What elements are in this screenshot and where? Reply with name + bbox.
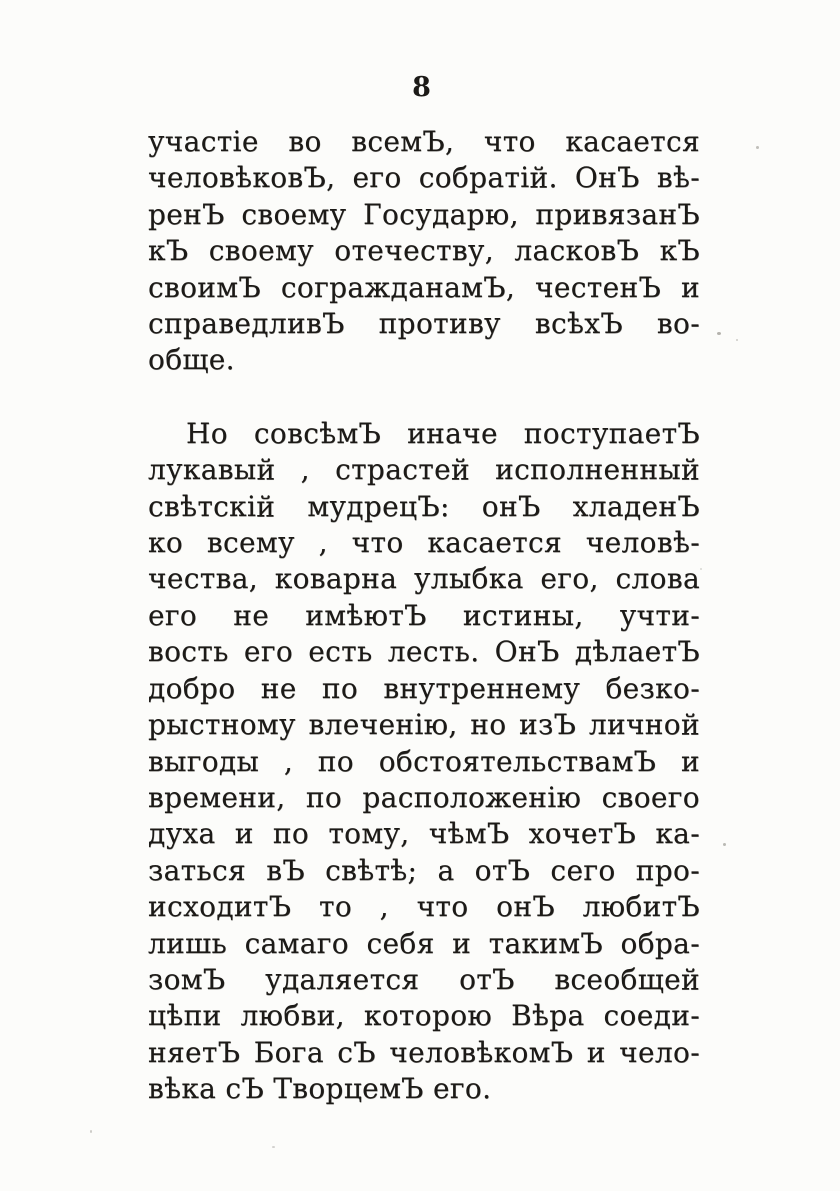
text-line: обще. [148,343,235,377]
text-block [148,124,700,1108]
text-line: заться вЪ свѣтѣ; а отЪ сего про- [148,853,700,887]
text-line: исходитЪ то , что онЪ любитЪ [148,890,700,924]
text-line: своимЪ согражданамЪ, честенЪ и [148,270,700,304]
text-line: цѣпи любви, которою Вѣра соеди- [148,999,700,1033]
text-line: участіе во всемЪ, что касается [148,125,700,158]
text-line: Но совсѣмЪ иначе поступаетЪ [186,416,700,450]
scan-speck [736,339,738,341]
text-line: ренЪ своему Государю, привязанЪ [148,197,700,231]
text-line: рыстному влеченію, но изЪ личной [148,708,700,742]
text-line: лишь самаго себя и такимЪ обра- [148,926,700,960]
text-line: выгоды , по обстоятельствамЪ и [148,744,700,778]
scan-speck [723,843,726,846]
paragraph-1 [148,124,700,379]
scan-speck [717,332,721,335]
text-line: его не имѣютЪ истины, учти- [148,598,700,632]
page-number: 8 [412,72,432,103]
text-line: добро не по внутреннему безко- [148,671,700,705]
scan-speck [756,146,759,149]
text-line: человѣковЪ, его собратій. ОнЪ вѣ- [148,161,700,195]
text-line: справедливЪ противу всѣхЪ во- [148,307,700,341]
scan-speck [700,568,702,570]
text-line: времени, по расположенію своего [148,780,700,814]
text-line: лукавый , страстей исполненный [148,453,700,487]
text-line: няетЪ Бога сЪ человѣкомЪ и чело- [148,1035,700,1069]
scan-speck [272,1146,275,1148]
text-line: вость его есть лесть. ОнЪ дѣлаетЪ [148,635,700,669]
text-line: вѣка сЪ ТворцемЪ его. [148,1072,492,1106]
scan-speck [90,1130,92,1133]
paragraph-2 [148,416,700,1108]
text-line: ко всему , что касается человѣ- [148,526,700,560]
text-line: кЪ своему отечеству, ласковЪ кЪ [148,234,700,268]
text-line: духа и по тому, чѣмЪ хочетЪ ка- [148,817,700,851]
text-line: чества, коварна улыбка его, слова [148,562,700,596]
text-line: зомЪ удаляется отЪ всеобщей [148,962,700,996]
text-line: свѣтскій мудрецЪ: онЪ хладенЪ [148,489,700,523]
